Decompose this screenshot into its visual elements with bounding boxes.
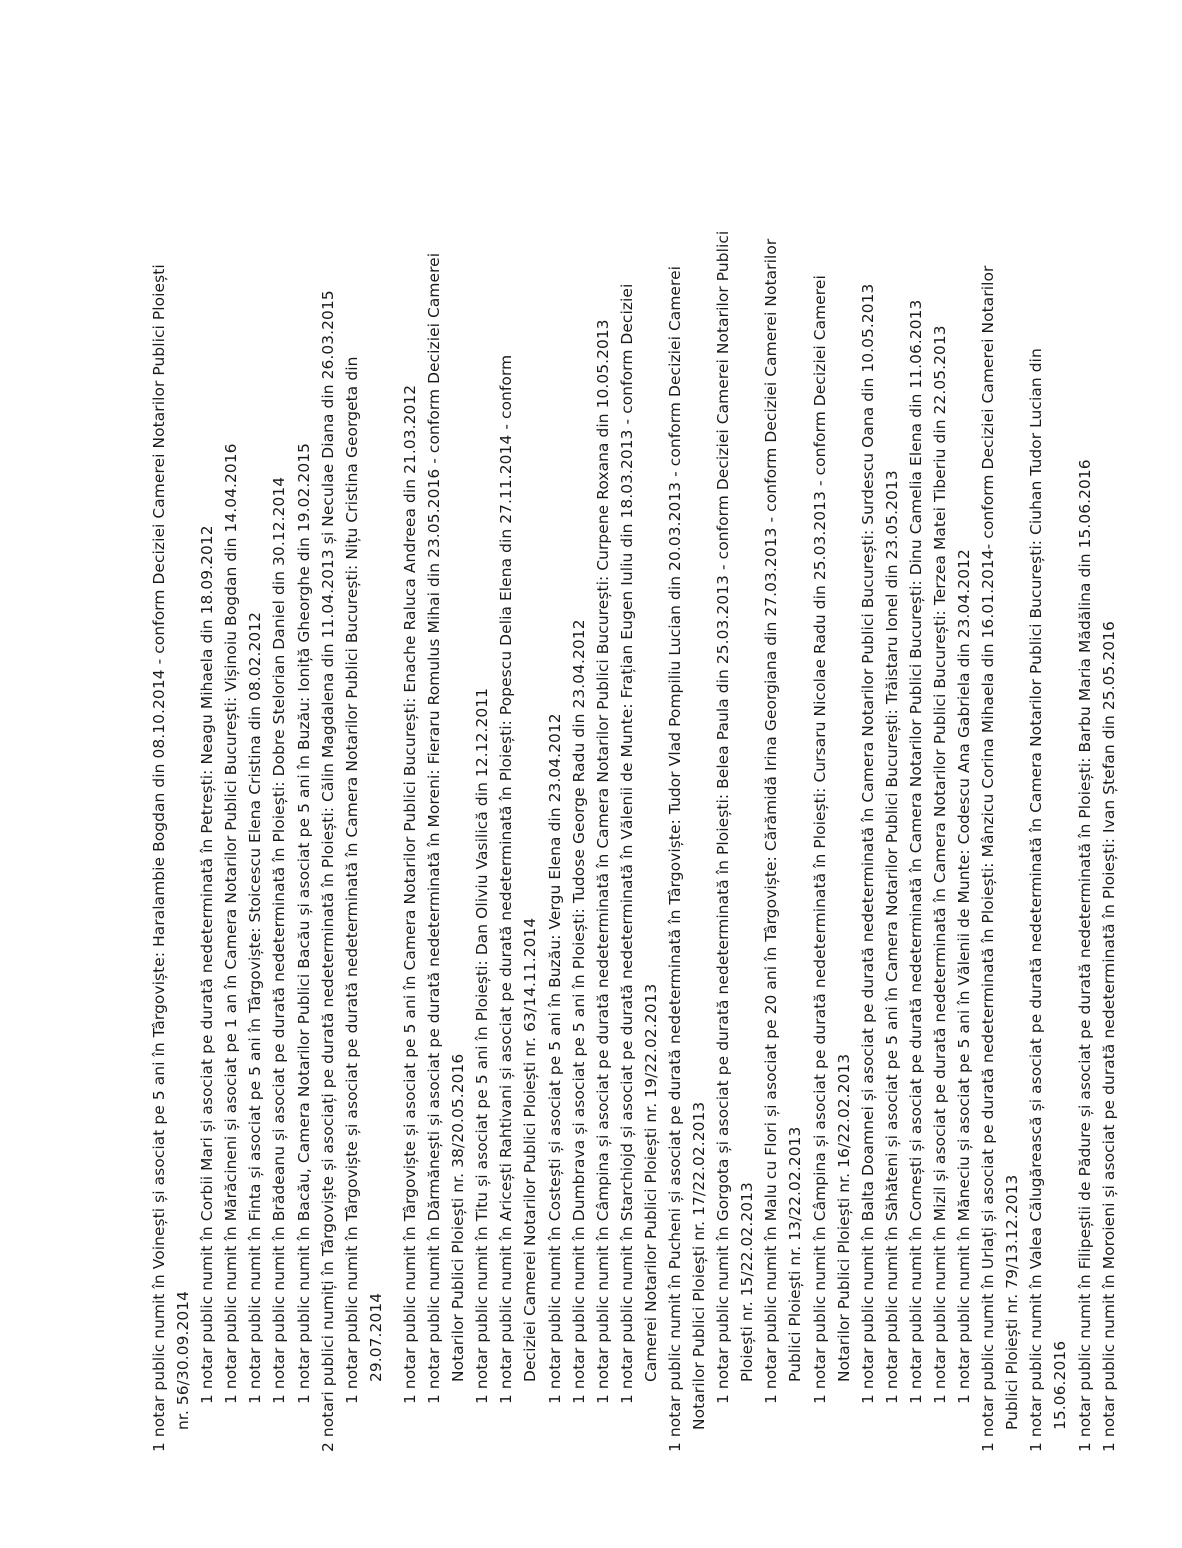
entry-line: 1 notar public numit în Cornești și asociat pe durată nedeterminată în Camera Notarilor Publici București: Dinu Camelia Elena din 11.06.2013: [906, 299, 925, 1404]
list-item: [422, 62, 470, 1452]
entry-line-continued: Deciziei Camerei Notarilor Publici Ploiești nr. 63/14.11.2014: [521, 917, 540, 1382]
list-item: [398, 62, 422, 1452]
list-item: [219, 62, 243, 1452]
entry-line-continued: Publici Ploiești nr. 13/22.02.2013: [786, 1126, 805, 1382]
list-item: [567, 62, 591, 1452]
entry-line-continued: nr. 56/30.09.2014: [174, 1290, 193, 1430]
entry-line: 1 notar public numit în Moroieni și asociat pe durată nedeterminată în Ploiești: Ivan Ștefan din 25.05.2016: [1099, 621, 1118, 1452]
entry-line: 1 notar public numit în Titu și asociat pe 5 ani în Ploiești: Dan Oliviu Vasilică din 12.12.2011: [473, 687, 492, 1404]
list-item: [759, 62, 807, 1452]
entry-line-continued: Publici Ploiești nr. 79/13.12.2013: [1003, 1174, 1022, 1430]
entry-line: 1 notar public numit în Pucheni și asociat pe durată nedeterminată în Târgoviște: Tudor Vlad Pompiliu Lucian din 20.03.2013 - conform Deciziei Camerei: [665, 265, 684, 1452]
entry-line-continued: 15.06.2016: [1051, 1340, 1070, 1430]
entry-line-continued: Notarilor Publici Ploiești nr. 16/22.02.2013: [834, 1053, 853, 1382]
list-item: [195, 62, 219, 1452]
entry-line: 1 notar public numit în Bacău, Camera Notarilor Publici Bacău și asociat pe 5 ani în Buzău: Ioniță Gheorghe din 19.02.2015: [294, 443, 313, 1404]
entry-line: 1 notar public numit în Măneciu și asociat pe 5 ani în Vălenii de Munte: Codescu Ana Gabriela din 23.04.2012: [955, 549, 974, 1404]
list-item: [952, 62, 976, 1452]
list-item: [808, 62, 856, 1452]
list-item: [663, 62, 711, 1452]
list-item: [340, 62, 388, 1452]
entry-line-continued: Ploiești nr. 15/22.02.2013: [738, 1182, 757, 1382]
list-item: [591, 62, 615, 1452]
list-item: [292, 62, 316, 1452]
entry-line-continued: Camerei Notarilor Publici Ploiești nr. 19/22.02.2013: [641, 983, 660, 1382]
list-item: [243, 62, 267, 1452]
notary-list: [147, 62, 1121, 1452]
entry-line-continued: 29.07.2014: [366, 1292, 385, 1382]
list-item: [904, 62, 928, 1452]
list-item: [543, 62, 567, 1452]
list-item: [928, 62, 952, 1452]
entry-line: 1 notar public numit în Costești și asociat pe 5 ani în Buzău: Vergu Elena din 23.04.2012: [545, 713, 564, 1404]
list-item: [267, 62, 291, 1452]
entry-line-continued: Notarilor Publici Ploiești nr. 17/22.02.2013: [690, 1101, 709, 1430]
entry-line: 1 notar public numit în Târgoviște și asociat pe 5 ani în Camera Notarilor Publici București: Enache Raluca Andreea din 21.03.2012: [400, 384, 419, 1404]
entry-line: 1 notar public numit în Dărmănești și asociat pe durată nedeterminată în Moreni: Fieraru Romulus Mihai din 23.05.2016 - conform Deciziei Camerei: [425, 252, 444, 1404]
list-item: [147, 62, 195, 1452]
list-item: [976, 62, 1024, 1452]
entry-line: 1 notar public numit în Mizil și asociat pe durată nedeterminată în Camera Notarilor Publici București: Terzea Matei Tiberiu din 22.05.2013: [931, 325, 949, 1404]
entry-line: 1 notar public numit în Urlați și asociat pe durată nedeterminată în Ploiești: Mânzicu Corina Mihaela din 16.01.2014- conform Deciziei Camerei Notarilor: [979, 265, 998, 1452]
entry-line: 1 notar public numit în Starchiojd și asociat pe durată nedeterminată în Vălenii de Munte: Frațian Eugen Iuliu din 18.03.2013 - conform Deciziei: [617, 283, 636, 1404]
list-item: [316, 62, 340, 1452]
list-item: [856, 62, 880, 1452]
list-item: [494, 62, 542, 1452]
entry-line: 1 notar public numit în Corbii Mari și asociat pe durată nedeterminată în Petrești: Neagu Mihaela din 18.09.2012: [198, 525, 217, 1404]
list-item: [470, 62, 494, 1452]
entry-line: 1 notar public numit în Târgoviște și asociat pe durată nedeterminată în Camera Notarilor Publici București: Nițu Cristina Georgeta din: [342, 356, 361, 1404]
entry-line: 1 notar public numit în Dumbrava și asociat pe 5 ani în Ploiești: Tudose George Radu din 23.04.2012: [569, 619, 588, 1404]
entry-line: 1 notar public numit în Mărăcineni și asociat pe 1 an în Camera Notarilor Publici București: Vișinoiu Bogdan din 14.04.2016: [222, 443, 241, 1404]
list-item: [711, 62, 759, 1452]
entry-line: 1 notar public numit în Voinești și asociat pe 5 ani în Târgoviște: Haralambie Bogdan din 08.10.2014 - conform Deciziei Camerei Notarilor Publici Ploiești: [150, 264, 168, 1452]
entry-line: 1 notar public numit în Brădeanu și asociat pe durată nedeterminată în Ploiești: Dobre Stelorian Daniel din 30.12.2014: [270, 476, 289, 1404]
entry-line-continued: Notarilor Publici Ploiești nr. 38/20.05.2016: [449, 1053, 468, 1382]
entry-line: 1 notar public numit în Gorgota și asociat pe durată nedeterminată în Ploiești: Belea Paula din 25.03.2013 - conform Deciziei Camerei Notarilor Publici: [714, 230, 733, 1404]
list-item: [1097, 62, 1121, 1452]
entry-line: 1 notar public numit în Balta Doamnei și asociat pe durată nedeterminată în Camera Notarilor Publici București: Surdescu Oana din 10.05.2013: [858, 283, 877, 1404]
entry-line: 1 notar public numit în Finta și asociat pe 5 ani în Târgoviște: Stoicescu Elena Cristina din 08.02.2012: [246, 611, 265, 1404]
entry-line: 1 notar public numit în Câmpina și asociat pe durată nedeterminată în Ploiești: Cursaru Nicolae Radu din 25.03.2013 - conform Deciziei Camerei: [810, 275, 829, 1404]
list-item: [1073, 62, 1097, 1452]
list-item: [1024, 62, 1072, 1452]
entry-line: 1 notar public numit în Filipeștii de Pădure și asociat pe durată nedeterminată în Ploiești: Barbu Maria Mădălina din 15.06.2016: [1075, 459, 1094, 1452]
entry-line: 1 notar public numit în Câmpina și asociat pe durată nedeterminată în Camera Notarilor Publici București: Curpene Roxana din 10.05.2013: [593, 319, 612, 1404]
list-item: [615, 62, 663, 1452]
entry-line: 1 notar public numit în Săhăteni și asociat pe 5 ani în Camera Notarilor Publici București: Trăistaru Ionel din 23.05.2013: [882, 470, 901, 1404]
entry-line: 1 notar public numit în Valea Călugărească și asociat pe durată nedeterminată în Camera Notarilor Publici București: Ciuhan Tudor Lucian din: [1027, 348, 1046, 1452]
entry-line: 2 notari publici numiți în Târgoviște și asociați pe durată nedeterminată în Ploiești: Călin Magdalena din 11.04.2013 și Neculae Diana din 26.03.2015: [318, 290, 337, 1452]
entry-line: 1 notar public numit în Aricești Rahtivani și asociat pe durată nedeterminată în Ploiești: Popescu Delia Elena din 27.11.2014 - conform: [497, 354, 516, 1404]
entry-line: 1 notar public numit în Malu cu Flori și asociat pe 20 ani în Târgoviște: Cărămidă Irina Georgiana din 27.03.2013 - conform Deciziei Camerei Notarilor: [762, 238, 781, 1404]
list-item: [880, 62, 904, 1452]
